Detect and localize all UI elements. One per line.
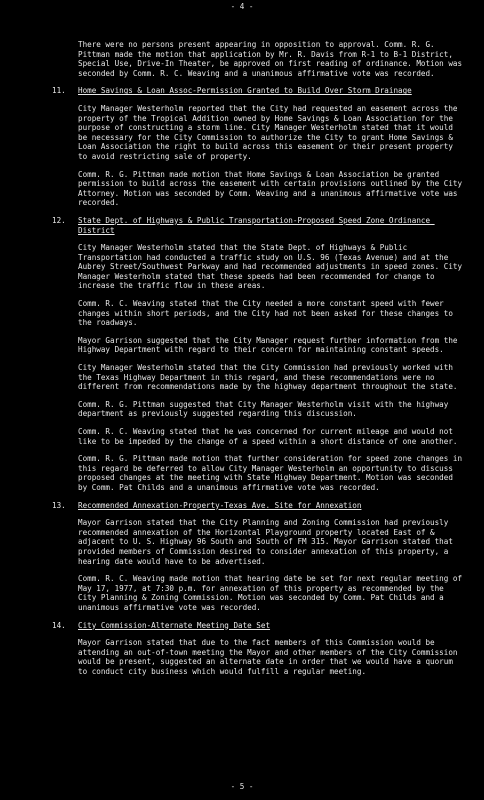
item-heading: Home Savings & Loan Assoc-Permission Granted to Build Over Storm Drainage [78,86,412,96]
item-number: 13. [52,500,66,510]
agenda-item-14 [52,621,464,677]
item-paragraph: Comm. R. G. Pittman made motion that Home Savings & Loan Association be granted permission to build across the easement with certain provisions outlined by the City Attorney. Motion was seconded by Comm. Weaving and a unanimous affirmative vote was recorded. [78,169,467,208]
item-heading: Recommended Annexation-Property-Texas Ave. Site for Annexation [78,500,362,510]
minutes-body [52,40,467,684]
item-paragraph: Comm. R. G. Pittman made motion that further consideration for speed zone changes in this regard be deferred to allow City Manager Westerholm an opportunity to discuss proposed changes at the meeting with State Highway Department. Motion was seconded by Comm. Pat Childs and a unanimous affirmative vote was recorded. [78,454,467,492]
agenda-item-12 [52,215,467,493]
item-paragraph: City Manager Westerholm stated that the State Dept. of Highways & Public Transportation had conducted a traffic study on U.S. 96 (Texas Avenue) and at the Aubrey Street/Southwest Parkway and had recommended adjustments in speed zones. City Manager Westerholm stated that these speeds had been recommended for change to increase the traffic flow in these areas. [78,243,467,291]
item-paragraph: Mayor Garrison stated that due to the fact members of this Commission would be attending an out-of-town meeting the Mayor and other members of the City Commission would be present, suggested an alternate date in order that we would have a quorum to conduct city business which would fulfill a regular meeting. [78,638,463,676]
item-number: 11. [52,86,66,96]
item-heading: City Commission-Alternate Meeting Date Set [78,620,271,630]
page-number-top: - 4 - [230,2,254,11]
item-paragraph: Comm. R. C. Weaving stated that the City needed a more constant speed with fewer changes within short periods, and the City had not been asked for these changes to the roadways. [78,299,458,328]
page-number-bottom: - 5 - [230,782,254,791]
item-paragraph: Mayor Garrison stated that the City Planning and Zoning Commission had previously recommended annexation of the Horizontal Playground property located East of & adjacent to U. S. Highway 96 South and South of FM 315. Mayor Garrison stated that provided members of Commission desired to consider annexation of this property, a hearing date would have to be advertised. [78,518,458,566]
agenda-item-13 [52,500,467,613]
item-paragraph: Comm. R. C. Weaving stated that he was concerned for current mileage and would not like to be impeded by the change of a speed within a short distance of one another. [78,427,458,446]
intro-paragraph: There were no persons present appearing in opposition to approval. Comm. R. G. Pittman made the motion that application by Mr. R. Davis from R-1 to B-1 District, Special Use, Drive-In Theater, be approved on first reading of ordinance. Motion was seconded by Comm. R. C. Weaving and a unanimous affirmative vote was recorded. [78,40,467,78]
item-paragraph: City Manager Westerholm reported that the City had requested an easement across the property of the Tropical Addition owned by Home Savings & Loan Association for the purpose of constructing a storm line. City Manager Westerholm stated that it would be necessary for the City Commission to authorize the City to grant Home Savings & Loan Association the right to build across this easement or their present property to avoid restricting sale of property. [78,103,463,161]
item-paragraph: Mayor Garrison suggested that the City Manager request further information from the Highway Department with regard to their concern for maintaining constant speeds. [78,335,463,355]
item-number: 14. [52,620,66,630]
item-paragraph: Comm. R. C. Weaving made motion that hearing date be set for next regular meeting of May 17, 1977, at 7:30 p.m. for annexation of this property as recommended by the City Planning & Zoning Commission. Motion was seconded by Comm. Pat Childs and a unanimous affirmative vote was recorded. [78,574,467,612]
agenda-item-11 [52,86,467,208]
item-number: 12. [52,215,66,225]
item-paragraph: City Manager Westerholm stated that the City Commission had previously worked with the Texas Highway Department in this regard, and these recommendations were no different from recommendations made by the highway department throughout the state. [78,363,458,392]
item-heading: State Dept. of Highways & Public Transportation-Proposed Speed Zone Ordinance District [78,215,435,235]
item-paragraph: Comm. R. G. Pittman suggested that City Manager Westerholm visit with the highway department as previously suggested regarding this discussion. [78,399,453,419]
